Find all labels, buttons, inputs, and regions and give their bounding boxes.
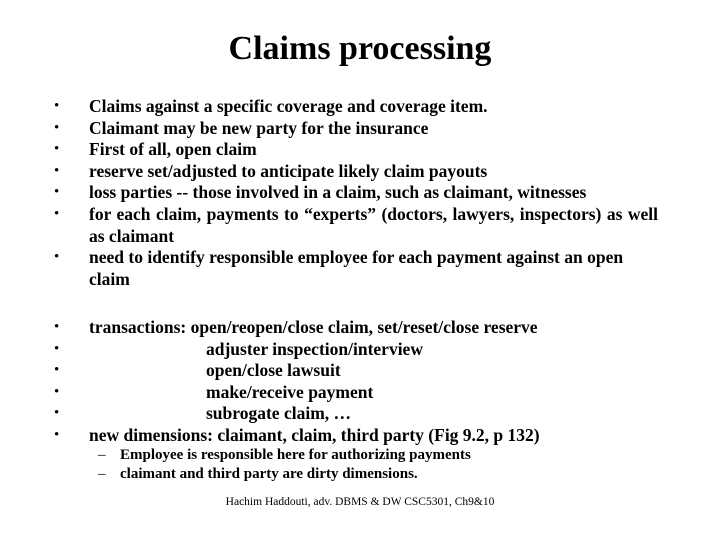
list-item-text: loss parties -- those involved in a claim, such as claimant, witnesses (89, 182, 587, 203)
list-item (54, 403, 658, 425)
bullet-icon: • (54, 184, 60, 201)
list-item-text: transactions: open/reopen/close claim, set/reset/close reserve (89, 317, 538, 337)
bullet-icon: • (54, 141, 60, 158)
bullet-icon: • (54, 119, 60, 136)
list-item (54, 96, 658, 118)
list-item-text: Claims against a specific coverage and coverage item. (89, 96, 488, 116)
sub-list-item (98, 465, 658, 484)
list-item (54, 161, 658, 183)
bullet-icon: • (54, 362, 60, 379)
bullet-icon: • (54, 426, 60, 443)
list-item (54, 182, 658, 204)
list-item (54, 360, 658, 382)
bullet-icon: • (54, 98, 60, 114)
list-item-text: Claimant may be new party for the insurance (89, 117, 429, 138)
list-item (54, 425, 658, 447)
list-item (54, 247, 658, 290)
list-item (54, 382, 658, 404)
bullet-icon: • (54, 162, 60, 179)
sub-list-item-text: claimant and third party are dirty dimensions. (120, 465, 418, 482)
list-item-text: First of all, open claim (89, 139, 257, 160)
bullet-icon: • (54, 205, 60, 222)
dash-icon: – (98, 465, 106, 482)
list-item-text: new dimensions: claimant, claim, third party (Fig 9.2, p 132) (89, 424, 540, 445)
list-item-text: make/receive payment (206, 381, 374, 402)
bullet-icon: • (54, 383, 60, 400)
bullet-icon: • (54, 319, 60, 335)
sub-list (98, 446, 658, 483)
slide-footer: Hachim Haddouti, adv. DBMS & DW CSC5301, Ch9&10 (225, 496, 495, 508)
bullet-icon: • (54, 405, 60, 422)
sub-list-item (98, 446, 658, 465)
list-item-text: need to identify responsible employee for each payment against an open claim (89, 247, 624, 289)
sub-list-item-text: Employee is responsible here for authorizing payments (120, 447, 471, 463)
bullet-list-transactions (54, 317, 658, 447)
dash-icon: – (98, 447, 106, 463)
list-item-text: adjuster inspection/interview (206, 338, 423, 359)
bullet-icon: • (54, 340, 60, 357)
list-item-text: open/close lawsuit (206, 360, 341, 381)
list-item (54, 317, 658, 339)
list-item-text: for each claim, payments to “experts” (doctors, lawyers, inspectors) as well as claimant (89, 203, 658, 246)
list-item (54, 118, 658, 140)
list-item (54, 204, 658, 247)
list-item (54, 139, 658, 161)
list-item-text: reserve set/adjusted to anticipate likely claim payouts (89, 160, 488, 181)
list-item (54, 339, 658, 361)
list-item-text: subrogate claim, … (206, 403, 352, 424)
bullet-list-primary (54, 96, 658, 290)
bullet-icon: • (54, 249, 60, 266)
slide-title: Claims processing (228, 30, 492, 67)
